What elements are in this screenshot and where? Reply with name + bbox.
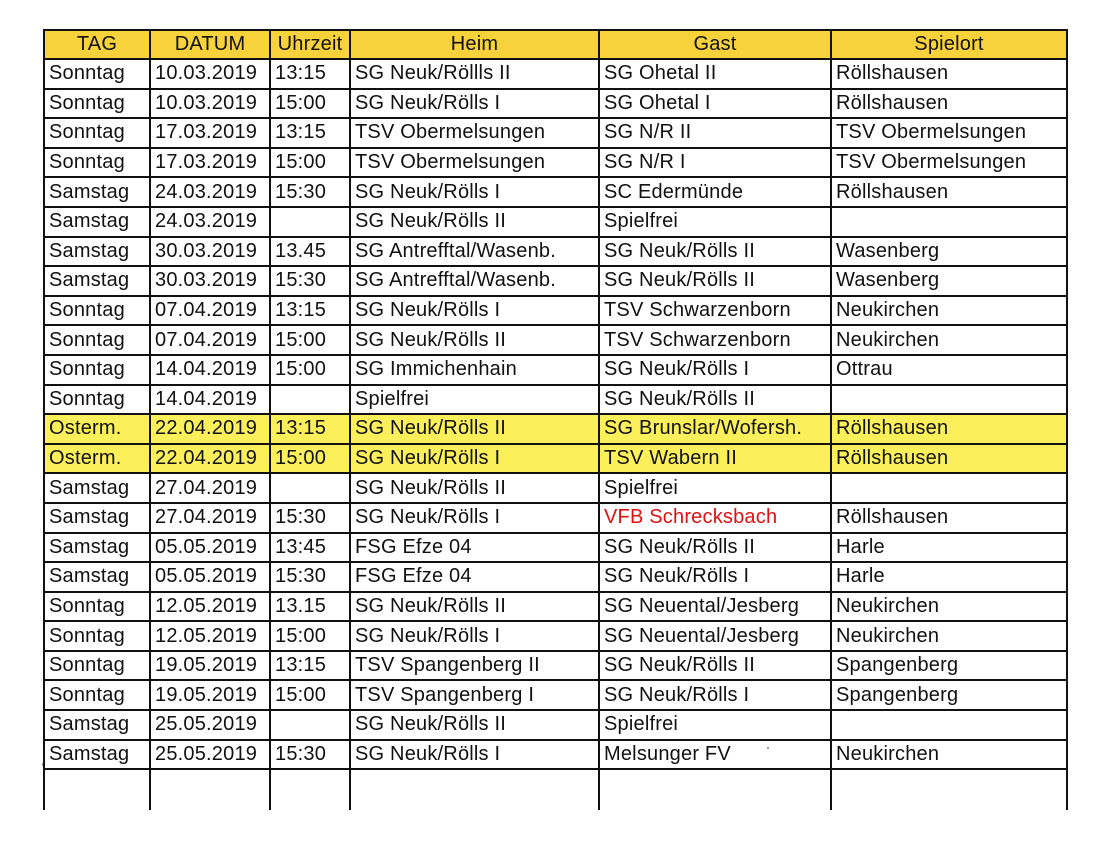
cell-heim: SG Immichenhain	[350, 355, 599, 385]
cell-spielort: Röllshausen	[831, 444, 1067, 474]
cell-tag: Osterm.	[44, 444, 150, 474]
cell-tag: Sonntag	[44, 355, 150, 385]
cell-datum: 24.03.2019	[150, 177, 270, 207]
cell-spielort: Röllshausen	[831, 59, 1067, 89]
cell-gast: Spielfrei	[599, 473, 831, 503]
cell-heim: SG Neuk/Rölls I	[350, 89, 599, 119]
cell-uhrzeit: 15:30	[270, 177, 350, 207]
cell-heim: SG Antrefftal/Wasenb.	[350, 237, 599, 267]
cell-datum: 07.04.2019	[150, 325, 270, 355]
table-row	[44, 592, 1067, 622]
cell-heim: SG Neuk/Rölls II	[350, 710, 599, 740]
cell-heim: SG Neuk/Rölls I	[350, 621, 599, 651]
cell-heim: SG Neuk/Rölls II	[350, 473, 599, 503]
cell-tag: Osterm.	[44, 414, 150, 444]
cell-datum: 24.03.2019	[150, 207, 270, 237]
cell-datum: 19.05.2019	[150, 651, 270, 681]
cell-tag: Samstag	[44, 473, 150, 503]
empty-cell	[350, 769, 599, 810]
col-header-uhrzeit: Uhrzeit	[270, 30, 350, 59]
cell-uhrzeit: 15:30	[270, 503, 350, 533]
cell-datum: 30.03.2019	[150, 266, 270, 296]
cell-datum: 25.05.2019	[150, 710, 270, 740]
empty-cell	[831, 769, 1067, 810]
cell-spielort: Neukirchen	[831, 740, 1067, 770]
cell-uhrzeit: 15:00	[270, 680, 350, 710]
empty-cell	[270, 769, 350, 810]
cell-gast: SG Neuental/Jesberg	[599, 621, 831, 651]
cell-spielort: Röllshausen	[831, 414, 1067, 444]
cell-spielort: Röllshausen	[831, 503, 1067, 533]
cell-heim: SG Antrefftal/Wasenb.	[350, 266, 599, 296]
cell-tag: Sonntag	[44, 592, 150, 622]
cell-gast: SG N/R II	[599, 118, 831, 148]
col-header-datum: DATUM	[150, 30, 270, 59]
cell-spielort	[831, 473, 1067, 503]
cell-uhrzeit: 15:00	[270, 621, 350, 651]
table-row	[44, 385, 1067, 415]
cell-heim: SG Neuk/Rölls II	[350, 414, 599, 444]
cell-spielort: Röllshausen	[831, 177, 1067, 207]
cell-datum: 12.05.2019	[150, 621, 270, 651]
cell-uhrzeit: 13.15	[270, 592, 350, 622]
cell-gast: SG Neuental/Jesberg	[599, 592, 831, 622]
cell-gast: SG Neuk/Rölls II	[599, 266, 831, 296]
cell-uhrzeit: 15:00	[270, 444, 350, 474]
cell-spielort: Spangenberg	[831, 651, 1067, 681]
cell-tag: Sonntag	[44, 148, 150, 178]
cell-uhrzeit: 13:15	[270, 296, 350, 326]
table-row	[44, 621, 1067, 651]
cell-gast: SG Neuk/Rölls II	[599, 385, 831, 415]
cell-gast: SG Ohetal I	[599, 89, 831, 119]
cell-tag: Samstag	[44, 533, 150, 563]
cell-datum: 12.05.2019	[150, 592, 270, 622]
cell-uhrzeit: 13:45	[270, 533, 350, 563]
cell-heim: SG Neuk/Rölls I	[350, 740, 599, 770]
table-row	[44, 177, 1067, 207]
cell-datum: 27.04.2019	[150, 503, 270, 533]
cell-tag: Samstag	[44, 562, 150, 592]
empty-cell	[44, 769, 150, 810]
cell-datum: 05.05.2019	[150, 533, 270, 563]
header-row	[44, 30, 1067, 59]
table-row	[44, 503, 1067, 533]
table-row	[44, 207, 1067, 237]
cell-gast: SG Neuk/Rölls I	[599, 562, 831, 592]
table-row	[44, 414, 1067, 444]
cell-datum: 10.03.2019	[150, 89, 270, 119]
cell-gast: Melsunger FV	[599, 740, 831, 770]
cell-datum: 17.03.2019	[150, 118, 270, 148]
cell-spielort: Wasenberg	[831, 266, 1067, 296]
cell-spielort: Harle	[831, 533, 1067, 563]
cell-gast: SG Ohetal II	[599, 59, 831, 89]
cell-tag: Sonntag	[44, 89, 150, 119]
cell-tag: Sonntag	[44, 59, 150, 89]
col-header-heim: Heim	[350, 30, 599, 59]
cell-spielort: Harle	[831, 562, 1067, 592]
cell-datum: 17.03.2019	[150, 148, 270, 178]
table-body	[44, 59, 1067, 810]
table-row	[44, 355, 1067, 385]
table-row	[44, 118, 1067, 148]
cell-uhrzeit	[270, 207, 350, 237]
cell-datum: 14.04.2019	[150, 385, 270, 415]
cell-gast: SG Brunslar/Wofersh.	[599, 414, 831, 444]
cell-datum: 25.05.2019	[150, 740, 270, 770]
cell-heim: TSV Obermelsungen	[350, 148, 599, 178]
cell-spielort: Neukirchen	[831, 592, 1067, 622]
col-header-gast: Gast	[599, 30, 831, 59]
cell-spielort	[831, 207, 1067, 237]
cell-heim: SG Neuk/Rölls II	[350, 592, 599, 622]
table-row	[44, 533, 1067, 563]
cell-datum: 05.05.2019	[150, 562, 270, 592]
cell-tag: Samstag	[44, 237, 150, 267]
cell-gast: SG Neuk/Rölls II	[599, 237, 831, 267]
cell-spielort: TSV Obermelsungen	[831, 148, 1067, 178]
cell-spielort: Neukirchen	[831, 325, 1067, 355]
cell-uhrzeit	[270, 473, 350, 503]
cell-heim: SG Neuk/Röllls II	[350, 59, 599, 89]
cell-spielort	[831, 710, 1067, 740]
table-row	[44, 148, 1067, 178]
cell-uhrzeit: 15:00	[270, 355, 350, 385]
cell-tag: Samstag	[44, 503, 150, 533]
cell-tag: Samstag	[44, 207, 150, 237]
empty-cell	[599, 769, 831, 810]
col-header-tag: TAG	[44, 30, 150, 59]
cell-tag: Sonntag	[44, 325, 150, 355]
cell-spielort: Wasenberg	[831, 237, 1067, 267]
empty-row	[44, 769, 1067, 810]
cell-gast: SG Neuk/Rölls II	[599, 651, 831, 681]
cell-uhrzeit: 15:30	[270, 562, 350, 592]
table-row	[44, 266, 1067, 296]
cell-gast: SG N/R I	[599, 148, 831, 178]
cell-heim: SG Neuk/Rölls II	[350, 325, 599, 355]
cell-gast: SG Neuk/Rölls II	[599, 533, 831, 563]
cell-uhrzeit: 13.45	[270, 237, 350, 267]
cell-datum: 30.03.2019	[150, 237, 270, 267]
cell-spielort: Ottrau	[831, 355, 1067, 385]
table-row	[44, 296, 1067, 326]
cell-heim: SG Neuk/Rölls I	[350, 503, 599, 533]
cell-tag: Sonntag	[44, 385, 150, 415]
cell-tag: Sonntag	[44, 118, 150, 148]
cell-uhrzeit	[270, 385, 350, 415]
cell-gast: TSV Wabern II	[599, 444, 831, 474]
cell-tag: Sonntag	[44, 621, 150, 651]
cell-gast: SG Neuk/Rölls I	[599, 355, 831, 385]
cell-spielort: Neukirchen	[831, 621, 1067, 651]
table-row	[44, 680, 1067, 710]
empty-cell	[150, 769, 270, 810]
cell-uhrzeit: 15:00	[270, 148, 350, 178]
cell-uhrzeit: 15:30	[270, 266, 350, 296]
cell-datum: 14.04.2019	[150, 355, 270, 385]
cell-spielort: Röllshausen	[831, 89, 1067, 119]
cell-gast: Spielfrei	[599, 207, 831, 237]
cell-heim: TSV Spangenberg I	[350, 680, 599, 710]
cell-gast: SG Neuk/Rölls I	[599, 680, 831, 710]
table-row	[44, 710, 1067, 740]
cell-heim: SG Neuk/Rölls I	[350, 444, 599, 474]
cell-uhrzeit: 15:00	[270, 325, 350, 355]
cell-gast: Spielfrei	[599, 710, 831, 740]
cell-uhrzeit: 13:15	[270, 59, 350, 89]
cell-tag: Samstag	[44, 740, 150, 770]
cell-datum: 22.04.2019	[150, 414, 270, 444]
table-row	[44, 59, 1067, 89]
cell-heim: TSV Obermelsungen	[350, 118, 599, 148]
cell-gast: TSV Schwarzenborn	[599, 296, 831, 326]
cell-spielort	[831, 385, 1067, 415]
table-row	[44, 444, 1067, 474]
cell-uhrzeit: 13:15	[270, 414, 350, 444]
cell-spielort: Spangenberg	[831, 680, 1067, 710]
cell-uhrzeit: 13:15	[270, 651, 350, 681]
cell-heim: TSV Spangenberg II	[350, 651, 599, 681]
cell-datum: 27.04.2019	[150, 473, 270, 503]
cell-spielort: TSV Obermelsungen	[831, 118, 1067, 148]
cell-tag: Samstag	[44, 710, 150, 740]
cell-heim: SG Neuk/Rölls I	[350, 296, 599, 326]
cell-tag: Sonntag	[44, 651, 150, 681]
cell-tag: Sonntag	[44, 296, 150, 326]
cell-uhrzeit: 15:00	[270, 89, 350, 119]
table-row	[44, 651, 1067, 681]
table-row	[44, 89, 1067, 119]
cell-heim: FSG Efze 04	[350, 562, 599, 592]
table-row	[44, 740, 1067, 770]
cell-uhrzeit: 13:15	[270, 118, 350, 148]
cell-datum: 22.04.2019	[150, 444, 270, 474]
cell-gast: SC Edermünde	[599, 177, 831, 207]
cell-tag: Sonntag	[44, 680, 150, 710]
cell-uhrzeit: 15:30	[270, 740, 350, 770]
table-row	[44, 325, 1067, 355]
cell-gast: VFB Schrecksbach	[599, 503, 831, 533]
cell-heim: Spielfrei	[350, 385, 599, 415]
cell-datum: 19.05.2019	[150, 680, 270, 710]
cell-heim: SG Neuk/Rölls II	[350, 207, 599, 237]
cell-uhrzeit	[270, 710, 350, 740]
table-row	[44, 473, 1067, 503]
table-row	[44, 237, 1067, 267]
cell-tag: Samstag	[44, 266, 150, 296]
cell-heim: SG Neuk/Rölls I	[350, 177, 599, 207]
match-schedule-table	[43, 29, 1068, 810]
cell-spielort: Neukirchen	[831, 296, 1067, 326]
cell-tag: Samstag	[44, 177, 150, 207]
cell-heim: FSG Efze 04	[350, 533, 599, 563]
cell-gast: TSV Schwarzenborn	[599, 325, 831, 355]
cell-datum: 10.03.2019	[150, 59, 270, 89]
table-row	[44, 562, 1067, 592]
col-header-spielort: Spielort	[831, 30, 1067, 59]
cell-datum: 07.04.2019	[150, 296, 270, 326]
